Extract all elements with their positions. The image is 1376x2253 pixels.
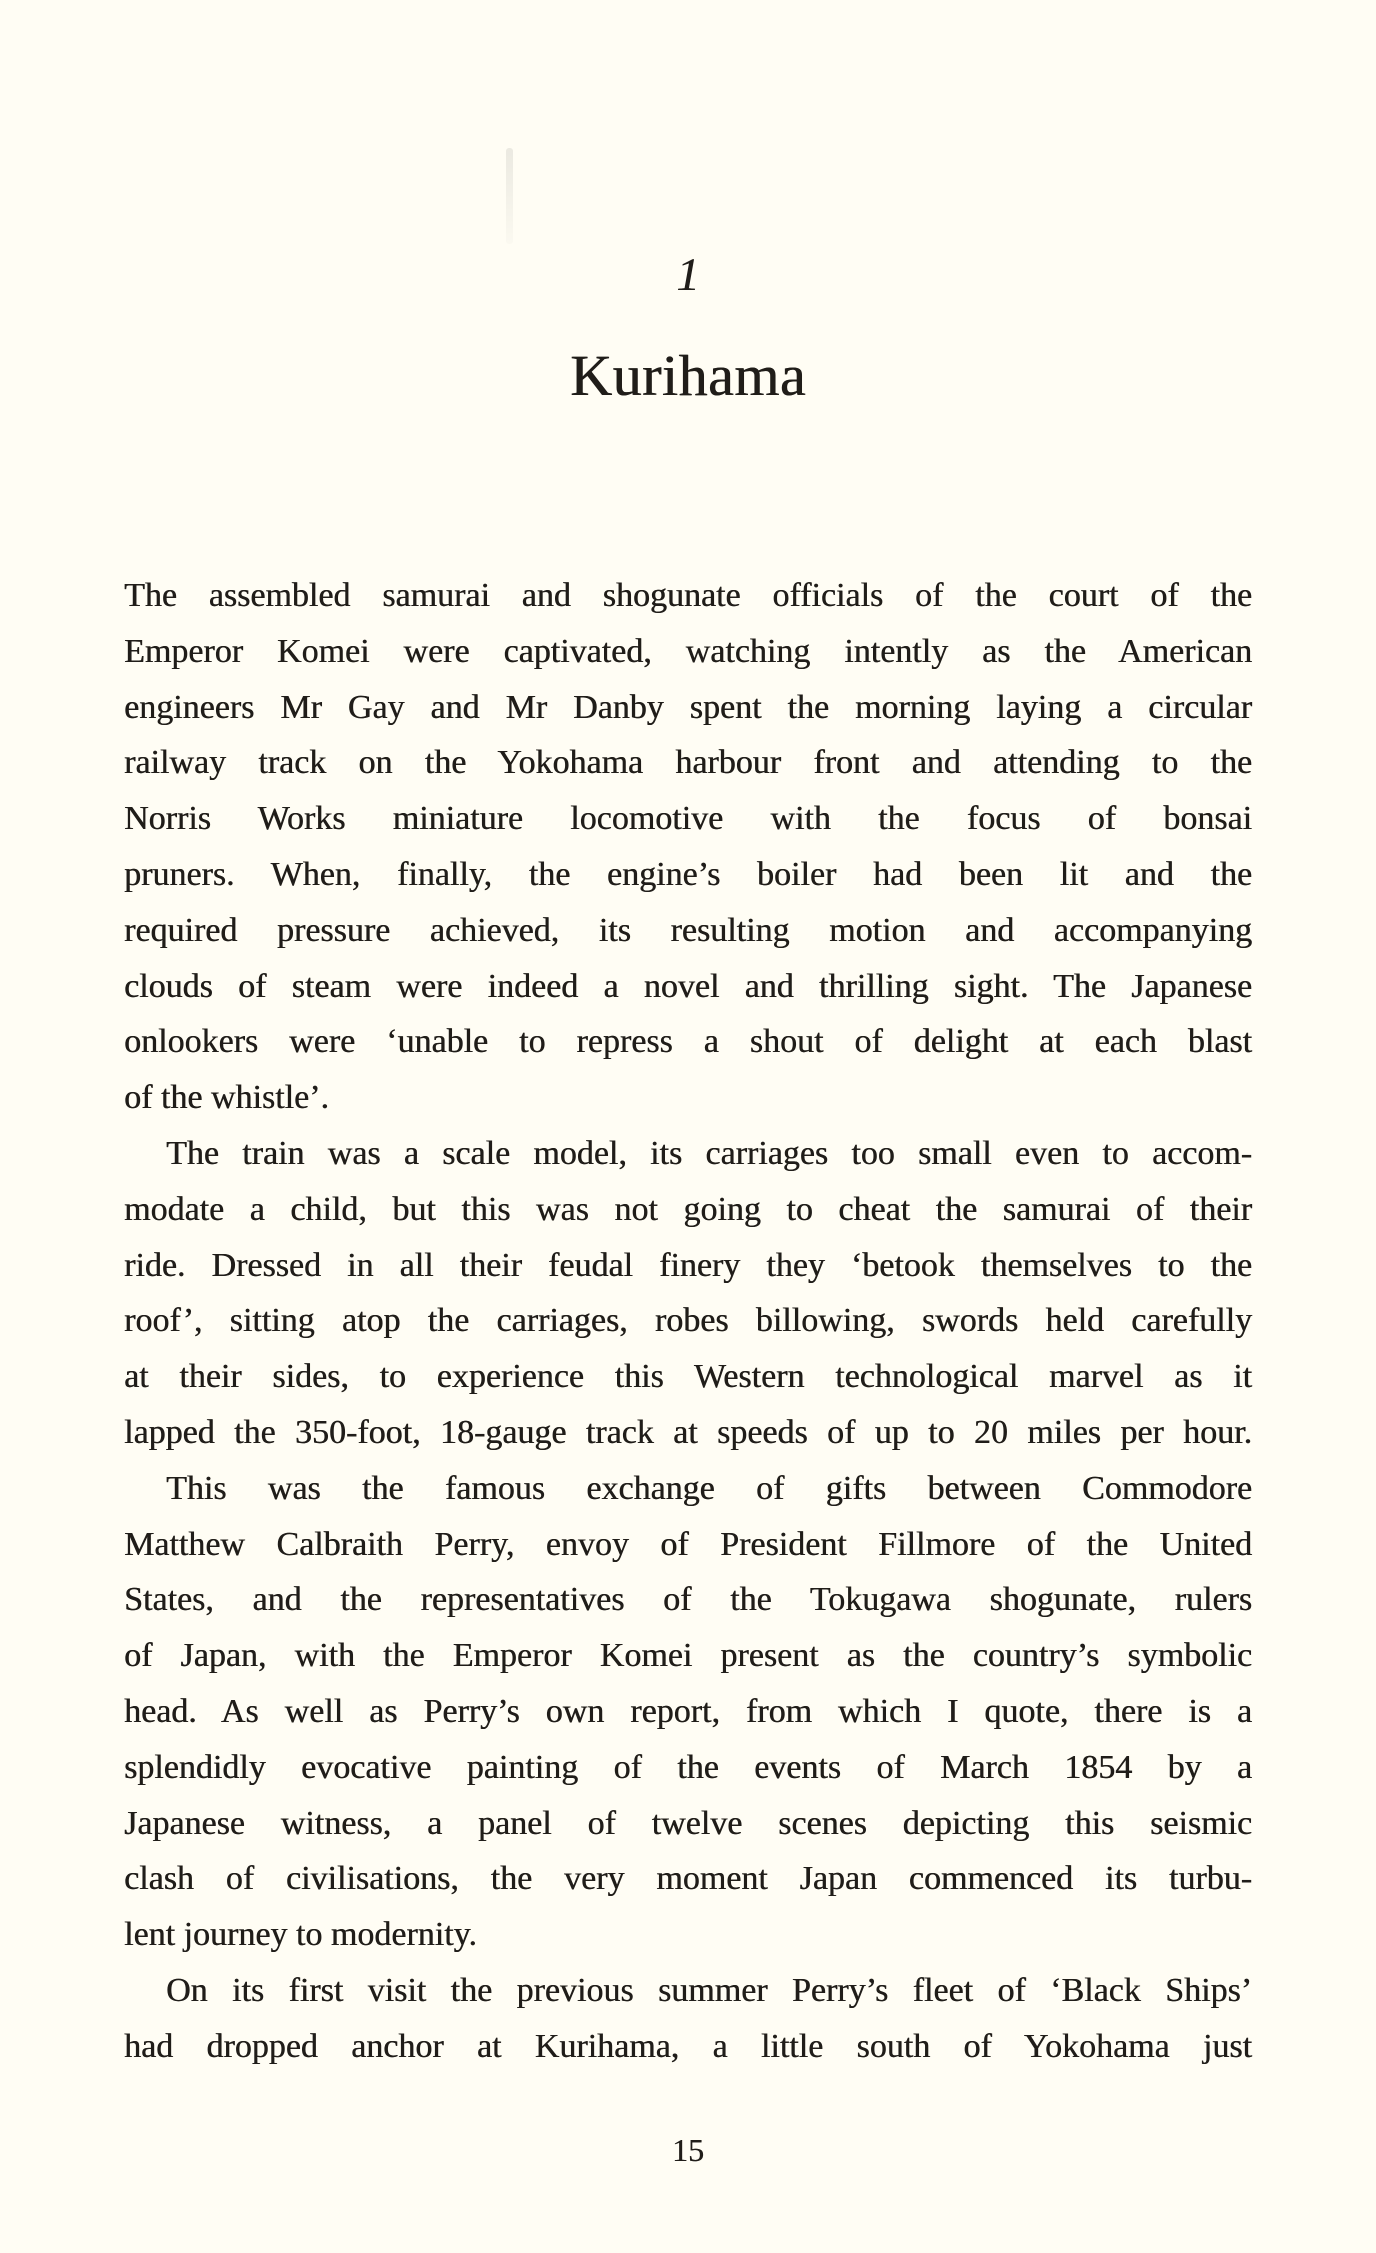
text-line: at their sides, to experience this Western technological marvel as it — [124, 1358, 1252, 1396]
text-line: Japanese witness, a panel of twelve scenes depicting this seismic — [124, 1804, 1252, 1842]
text-line: This was the famous exchange of gifts between Commodore — [166, 1469, 1252, 1507]
text-line: head. As well as Perry’s own report, from which I quote, there is a — [124, 1692, 1252, 1730]
text-line: ride. Dressed in all their feudal finery they ‘betook themselves to the — [124, 1246, 1252, 1284]
text-line: required pressure achieved, its resulting motion and accompanying — [124, 911, 1252, 949]
text-line: onlookers were ‘unable to repress a shout of delight at each blast — [124, 1023, 1252, 1061]
text-line: States, and the representatives of the Tokugawa shogunate, rulers — [124, 1581, 1252, 1619]
text-line: railway track on the Yokohama harbour front and attending to the — [124, 744, 1252, 782]
text-line: Norris Works miniature locomotive with the focus of bonsai — [124, 800, 1252, 838]
text-line: had dropped anchor at Kurihama, a little south of Yokohama just — [124, 2027, 1252, 2065]
chapter-title: Kurihama — [570, 343, 806, 408]
text-line: clash of civilisations, the very moment Japan commenced its turbu- — [124, 1860, 1252, 1898]
body-text — [124, 568, 1252, 2075]
text-line: On its first visit the previous summer Perry’s fleet of ‘Black Ships’ — [166, 1971, 1252, 2009]
text-line: splendidly evocative painting of the events of March 1854 by a — [124, 1748, 1252, 1786]
chapter-number: 1 — [676, 249, 700, 301]
text-line: The train was a scale model, its carriages too small even to accom- — [166, 1134, 1252, 1172]
text-line: Matthew Calbraith Perry, envoy of President Fillmore of the United — [124, 1525, 1252, 1563]
text-line: roof’, sitting atop the carriages, robes billowing, swords held carefully — [124, 1302, 1252, 1340]
text-line: engineers Mr Gay and Mr Danby spent the morning laying a circular — [124, 688, 1252, 726]
text-line: of the whistle’. — [124, 1079, 329, 1117]
text-line: lent journey to modernity. — [124, 1916, 477, 1954]
scan-artifact — [506, 148, 513, 244]
text-line: The assembled samurai and shogunate officials of the court of the — [124, 577, 1252, 614]
text-line: pruners. When, finally, the engine’s boiler had been lit and the — [124, 855, 1252, 893]
text-line: lapped the 350-foot, 18-gauge track at speeds of up to 20 miles per hour. — [124, 1413, 1252, 1451]
text-line: Emperor Komei were captivated, watching intently as the American — [124, 632, 1252, 670]
text-line: of Japan, with the Emperor Komei present as the country’s symbolic — [124, 1637, 1252, 1675]
page-number: 15 — [672, 2132, 704, 2168]
text-line: modate a child, but this was not going to cheat the samurai of their — [124, 1190, 1252, 1228]
text-line: clouds of steam were indeed a novel and thrilling sight. The Japanese — [124, 967, 1252, 1005]
